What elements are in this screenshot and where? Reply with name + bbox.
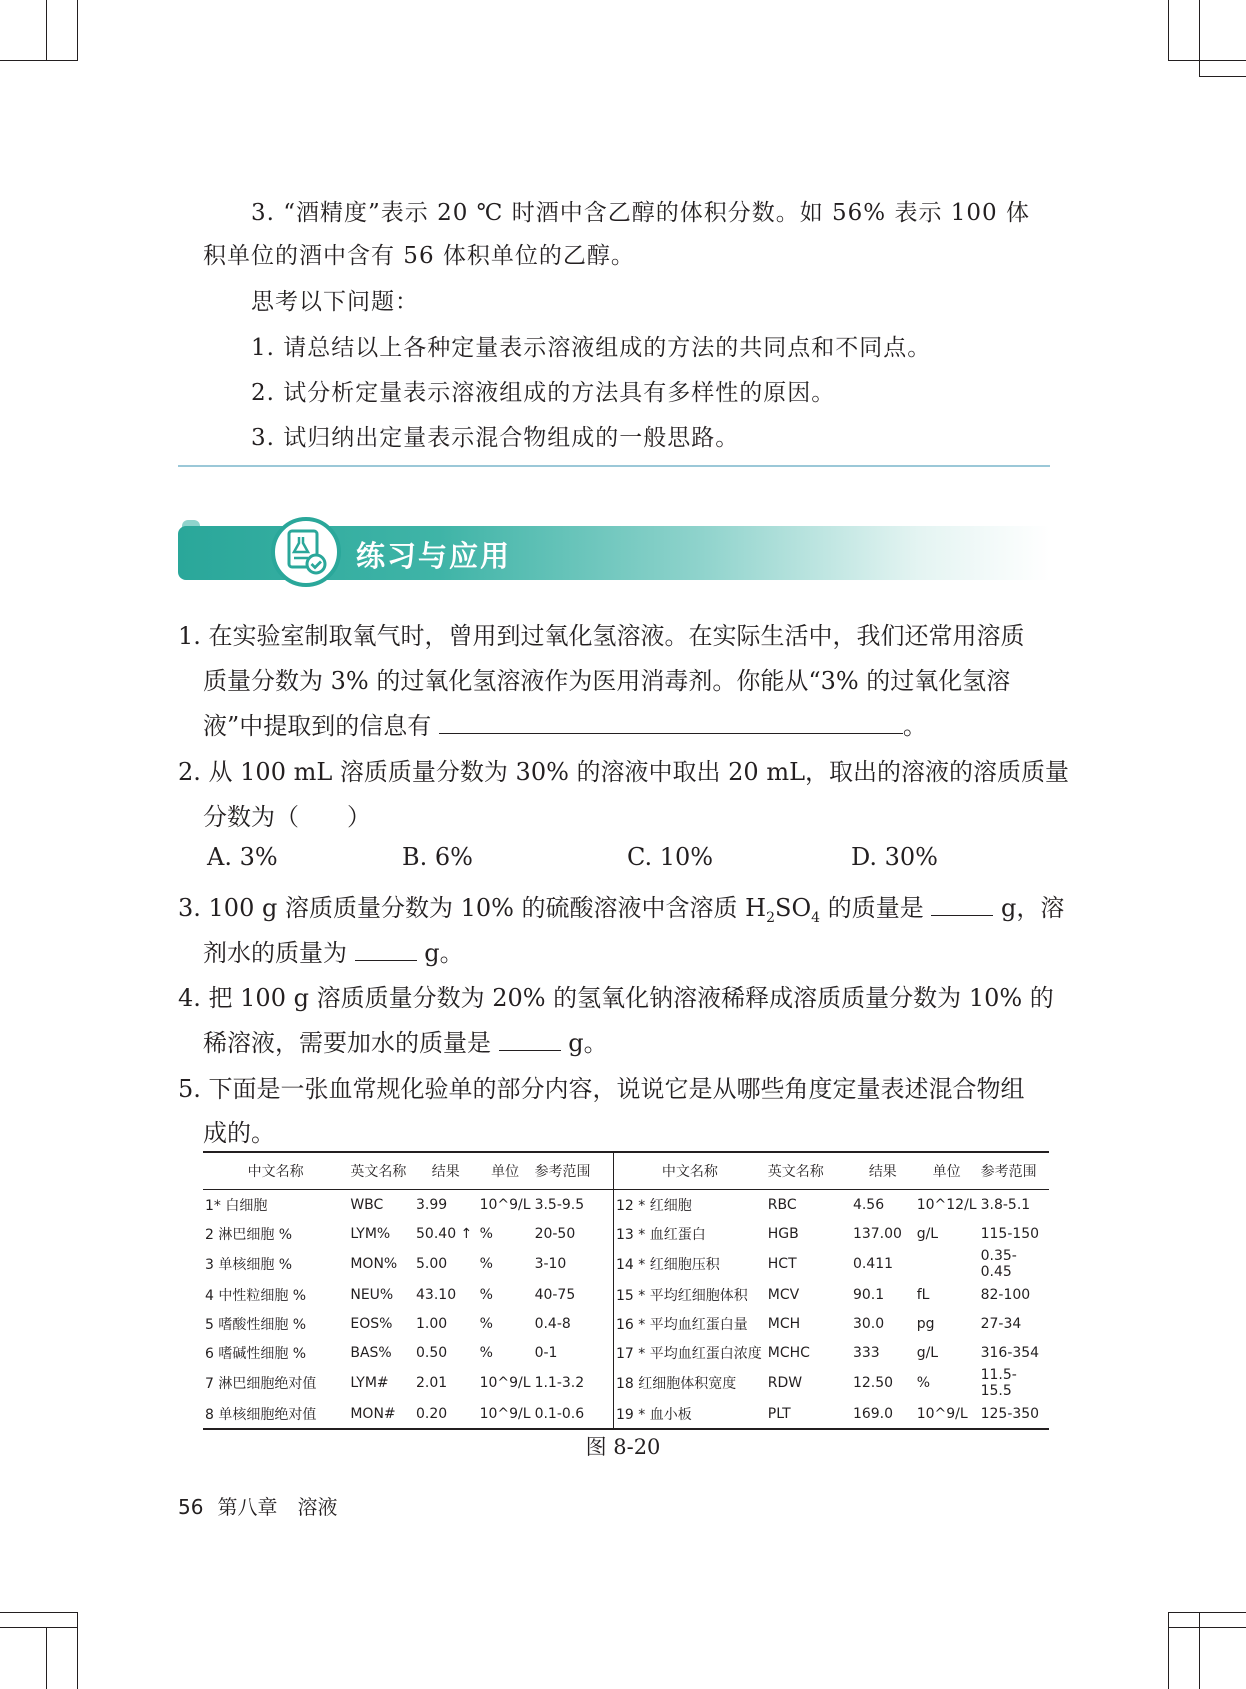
exercise-2-line-2: 分数为（ ） <box>203 803 371 831</box>
page-footer <box>178 1491 337 1520</box>
header-result-left: 结果 <box>414 1152 478 1190</box>
exercise-3-line-2: 剂水的质量为 g。 <box>203 939 464 967</box>
cell-right-result: 30.0 <box>852 1315 885 1332</box>
cell-left-en-name: NEU% <box>350 1286 394 1303</box>
cell-left-unit: 10^9/L <box>479 1196 531 1213</box>
header-cn-name-right: 中文名称 <box>614 1152 766 1190</box>
cell-right-range: 0.35-0.45 <box>980 1248 1017 1280</box>
option-d[interactable]: D. 30% <box>851 843 938 871</box>
table-row <box>203 1280 1049 1309</box>
cell-right-en-name: HCT <box>767 1256 797 1272</box>
cell-left-result: 50.40 ↑ <box>416 1225 473 1242</box>
header-en-name-right: 英文名称 <box>766 1152 851 1190</box>
exercise-4-line-1: 4. 把 100 g 溶质质量分数为 20% 的氢氧化钠溶液稀释成溶质质量分数为 10% 的 <box>178 984 1054 1012</box>
cell-right-en-name: MCHC <box>767 1344 810 1361</box>
exercise-5-line-2: 成的。 <box>203 1119 275 1147</box>
cell-right-range: 125-350 <box>979 1399 1049 1429</box>
cell-right-en-name: PLT <box>766 1399 851 1429</box>
cell-left-en-name: BAS% <box>350 1344 392 1361</box>
exercise-5-line-1: 5. 下面是一张血常规化验单的部分内容，说说它是从哪些角度定量表述混合物组 <box>178 1075 1025 1103</box>
cell-right-cn-name: 19 * 血小板 <box>614 1399 766 1429</box>
cell-left-range: 0.4-8 <box>533 1309 614 1338</box>
cell-right-range: 115-150 <box>980 1225 1040 1242</box>
cell-left-result: 5.00 <box>416 1256 448 1272</box>
cell-right-result: 0.411 <box>852 1256 894 1272</box>
cell-right-unit: 10^9/L <box>915 1399 979 1429</box>
cell-left-en-name: MON% <box>350 1256 398 1272</box>
cell-left-cn-name: 5 嗜酸性细胞 % <box>205 1316 307 1333</box>
table-row <box>203 1399 1049 1429</box>
cell-left-range: 20-50 <box>533 1219 614 1248</box>
cell-right-cn-name: 18 红细胞体积宽度 <box>616 1376 737 1392</box>
option-a[interactable]: A. 3% <box>207 843 278 871</box>
option-c[interactable]: C. 10% <box>627 843 714 871</box>
think-line-2: 积单位的酒中含有 56 体积单位的乙醇。 <box>203 243 635 269</box>
cell-right-unit: fL <box>916 1286 930 1303</box>
exercise-1-line-1: 1. 在实验室制取氧气时，曾用到过氧化氢溶液。在实际生活中，我们还常用溶质 <box>178 622 1025 650</box>
cell-right-cn-name: 12 * 红细胞 <box>616 1197 692 1214</box>
cell-left-cn-name: 8 单核细胞绝对值 <box>203 1399 348 1429</box>
cell-right-cn-name: 16 * 平均血红蛋白量 <box>616 1316 748 1333</box>
cell-right-unit: pg <box>916 1315 935 1332</box>
cell-left-result: 2.01 <box>416 1375 448 1391</box>
cell-right-unit <box>915 1248 979 1280</box>
header-unit-right: 单位 <box>915 1152 979 1190</box>
table-row <box>203 1219 1049 1248</box>
table-header-row <box>203 1152 1049 1190</box>
cell-right-result: 137.00 <box>852 1225 902 1242</box>
figure-caption: 图 8-20 <box>585 1435 661 1459</box>
header-result-right: 结果 <box>851 1152 915 1190</box>
cell-left-en-name: EOS% <box>350 1315 393 1332</box>
header-range-left: 参考范围 <box>533 1152 614 1190</box>
think-question-3: 3. 试归纳出定量表示混合物组成的一般思路。 <box>251 425 740 451</box>
answer-blank-3a[interactable] <box>931 893 993 916</box>
think-question-2: 2. 试分析定量表示溶液组成的方法具有多样性的原因。 <box>251 380 836 406</box>
cell-left-unit: % <box>479 1256 493 1272</box>
exercise-1-line-3: 液”中提取到的信息有 。 <box>203 712 927 740</box>
cell-left-range: 3-10 <box>533 1248 614 1280</box>
cell-left-range: 0-1 <box>533 1338 614 1367</box>
cell-right-en-name: RBC <box>767 1196 797 1213</box>
cell-left-result: 3.99 <box>416 1196 448 1213</box>
cell-left-range: 1.1-3.2 <box>533 1367 614 1399</box>
cell-left-cn-name: 4 中性粒细胞 % <box>205 1287 307 1304</box>
cell-right-unit: % <box>916 1375 931 1391</box>
cell-right-unit: 10^12/L <box>916 1196 977 1213</box>
cell-left-unit: % <box>479 1225 493 1242</box>
header-en-name-left: 英文名称 <box>348 1152 414 1190</box>
cell-right-range: 27-34 <box>980 1315 1022 1332</box>
table-row <box>203 1367 1049 1399</box>
answer-blank-1[interactable] <box>439 711 903 734</box>
cell-right-result: 333 <box>852 1344 880 1361</box>
cell-right-en-name: MCH <box>767 1315 801 1332</box>
table-row <box>203 1248 1049 1280</box>
cell-left-result: 0.20 <box>414 1399 478 1429</box>
cell-left-en-name: MON# <box>348 1399 414 1429</box>
page-number: 56 <box>178 1495 204 1519</box>
cell-left-en-name: WBC <box>350 1196 384 1213</box>
cell-left-unit: % <box>479 1315 493 1332</box>
cell-right-cn-name: 17 * 平均血红蛋白浓度 <box>616 1345 762 1362</box>
cell-right-en-name: MCV <box>767 1286 800 1303</box>
cell-right-en-name: RDW <box>767 1375 803 1391</box>
cell-left-en-name: LYM% <box>350 1225 391 1242</box>
cell-left-result: 43.10 <box>416 1286 457 1303</box>
blood-test-table <box>203 1151 1049 1430</box>
cell-left-unit: % <box>479 1286 493 1303</box>
cell-left-range: 3.5-9.5 <box>533 1190 614 1220</box>
think-prompt: 思考以下问题： <box>251 289 419 315</box>
cell-right-cn-name: 13 * 血红蛋白 <box>616 1226 706 1243</box>
cell-left-cn-name: 7 淋巴细胞绝对值 <box>205 1376 317 1392</box>
cell-left-cn-name: 3 单核细胞 % <box>205 1257 293 1273</box>
cell-right-unit: g/L <box>916 1225 939 1242</box>
header-cn-name-left: 中文名称 <box>203 1152 348 1190</box>
cell-right-result: 90.1 <box>852 1286 885 1303</box>
exercise-1-line-2: 质量分数为 3% 的过氧化氢溶液作为医用消毒剂。你能从“3% 的过氧化氢溶 <box>203 667 1011 695</box>
exercise-2-line-1: 2. 从 100 mL 溶质质量分数为 30% 的溶液中取出 20 mL，取出的溶液的溶质质量 <box>178 758 1070 786</box>
table-row <box>203 1309 1049 1338</box>
header-unit-left: 单位 <box>478 1152 533 1190</box>
cell-right-en-name: HGB <box>767 1225 799 1242</box>
cell-left-range: 40-75 <box>533 1280 614 1309</box>
exercise-3-line-1: 3. 100 g 溶质质量分数为 10% 的硫酸溶液中含溶质 $H_2SO_4$ 的质量是 g，溶 <box>178 894 1065 926</box>
section-title: 练习与应用 <box>356 539 512 573</box>
header-range-right: 参考范围 <box>979 1152 1049 1190</box>
cell-left-cn-name: 6 嗜碱性细胞 % <box>205 1345 307 1362</box>
cell-right-range: 3.8-5.1 <box>980 1196 1031 1213</box>
chapter-title: 第八章 溶液 <box>217 1495 338 1519</box>
cell-right-cn-name: 14 * 红细胞压积 <box>616 1257 720 1273</box>
answer-blank-3b[interactable] <box>355 938 417 961</box>
cell-left-result: 1.00 <box>416 1315 448 1332</box>
cell-left-result: 0.50 <box>416 1344 448 1361</box>
cell-right-range: 316-354 <box>980 1344 1040 1361</box>
cell-right-result: 4.56 <box>852 1196 885 1213</box>
table-row <box>203 1190 1049 1220</box>
cell-right-unit: g/L <box>916 1344 939 1361</box>
cell-right-result: 12.50 <box>852 1375 894 1391</box>
cell-left-en-name: LYM# <box>350 1375 389 1391</box>
cell-right-result: 169.0 <box>851 1399 915 1429</box>
section-icon-badge <box>271 517 341 587</box>
cell-left-range: 0.1-0.6 <box>533 1399 614 1429</box>
cell-right-cn-name: 15 * 平均红细胞体积 <box>616 1287 748 1304</box>
option-b[interactable]: B. 6% <box>402 843 473 871</box>
document-flask-check-icon <box>275 521 337 583</box>
cell-right-range: 11.5-15.5 <box>980 1367 1017 1399</box>
section-divider <box>178 465 1050 467</box>
cell-right-range: 82-100 <box>980 1286 1031 1303</box>
exercise-4-line-2: 稀溶液，需要加水的质量是 g。 <box>203 1029 608 1057</box>
cell-left-cn-name: 1* 白细胞 <box>205 1197 268 1214</box>
table-row <box>203 1338 1049 1367</box>
cell-left-unit: 10^9/L <box>479 1375 531 1391</box>
cell-left-unit: % <box>479 1344 493 1361</box>
answer-blank-4[interactable] <box>499 1028 561 1051</box>
think-question-1: 1. 请总结以上各种定量表示溶液组成的方法的共同点和不同点。 <box>251 335 932 361</box>
cell-left-cn-name: 2 淋巴细胞 % <box>205 1226 293 1243</box>
cell-left-unit: 10^9/L <box>478 1399 533 1429</box>
think-line-1: 3. “酒精度”表示 20 ℃ 时酒中含乙醇的体积分数。如 56% 表示 100 体 <box>251 200 1030 226</box>
